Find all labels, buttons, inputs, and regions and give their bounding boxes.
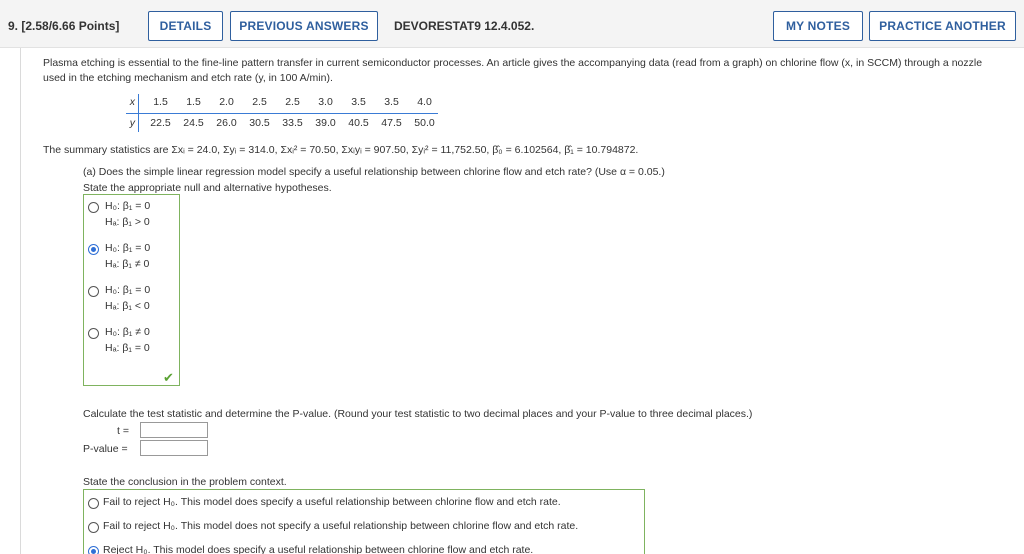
- correct-check-icon: ✔: [163, 370, 174, 385]
- conclusion-text: Reject H₀. This model does specify a useful relationship between chlorine flow and etch rate.: [103, 544, 534, 554]
- y-cell: 24.5: [183, 117, 204, 129]
- y-cell: 30.5: [249, 117, 270, 129]
- radio-button-selected[interactable]: [88, 546, 99, 554]
- alternative-hypothesis: Hₐ: β₁ > 0: [105, 216, 150, 228]
- radio-button[interactable]: [88, 286, 99, 297]
- x-cell: 1.5: [186, 96, 201, 108]
- y-cell: 47.5: [381, 117, 402, 129]
- x-cell: 3.0: [318, 96, 333, 108]
- conclusion-instruction: State the conclusion in the problem context.: [83, 476, 287, 488]
- radio-button-selected[interactable]: [88, 244, 99, 255]
- y-cell: 40.5: [348, 117, 369, 129]
- y-cell: 39.0: [315, 117, 336, 129]
- hypotheses-instruction: State the appropriate null and alternative hypotheses.: [83, 182, 332, 194]
- y-cell: 50.0: [414, 117, 435, 129]
- conclusion-answer-box: [83, 489, 645, 554]
- x-cell: 2.5: [285, 96, 300, 108]
- x-cell: 2.5: [252, 96, 267, 108]
- x-cell: 4.0: [417, 96, 432, 108]
- x-cell: 3.5: [384, 96, 399, 108]
- y-cell: 22.5: [150, 117, 171, 129]
- hypotheses-answer-box: [83, 194, 180, 386]
- problem-intro: Plasma etching is essential to the fine-line pattern transfer in current semiconductor processes. An article gives the accompanying data (read from a graph) on chlorine flow (x, in SCCM) through a nozzle used in the etching mechanism and etch rate (y, in 100 A/min).: [43, 57, 983, 84]
- alternative-hypothesis: Hₐ: β₁ < 0: [105, 300, 150, 312]
- radio-button[interactable]: [88, 498, 99, 509]
- p-value-input[interactable]: [140, 440, 208, 456]
- problem-code: DEVORESTAT9 12.4.052.: [394, 19, 535, 33]
- question-body: [20, 48, 1024, 554]
- part-a-question: (a) Does the simple linear regression model specify a useful relationship between chlorine flow and etch rate? (Use α = 0.05.): [83, 166, 665, 178]
- my-notes-button[interactable]: MY NOTES: [773, 11, 863, 41]
- conclusion-text: Fail to reject H₀. This model does specify a useful relationship between chlorine flow and etch rate.: [103, 496, 561, 508]
- t-label: t =: [117, 425, 129, 437]
- table-divider-horizontal: [126, 113, 438, 114]
- x-cell: 3.5: [351, 96, 366, 108]
- y-cell: 33.5: [282, 117, 303, 129]
- question-header: [0, 0, 1024, 48]
- details-button[interactable]: DETAILS: [148, 11, 223, 41]
- null-hypothesis: H₀: β₁ ≠ 0: [105, 326, 150, 338]
- t-input[interactable]: [140, 422, 208, 438]
- radio-button[interactable]: [88, 202, 99, 213]
- radio-button[interactable]: [88, 522, 99, 533]
- x-label: x: [129, 96, 135, 108]
- x-cell: 1.5: [153, 96, 168, 108]
- question-score: 9. [2.58/6.66 Points]: [8, 19, 120, 33]
- null-hypothesis: H₀: β₁ = 0: [105, 284, 151, 296]
- null-hypothesis: H₀: β₁ = 0: [105, 242, 151, 254]
- alternative-hypothesis: Hₐ: β₁ ≠ 0: [105, 258, 150, 270]
- null-hypothesis: H₀: β₁ = 0: [105, 200, 151, 212]
- y-label: y: [129, 117, 135, 129]
- summary-statistics: The summary statistics are Σxᵢ = 24.0, Σyᵢ = 314.0, Σxᵢ² = 70.50, Σxᵢyᵢ = 907.50, Σyᵢ² = 11,752.50, β̂₀ = 6.102564, β̂₁ = 10.794872.: [43, 144, 639, 156]
- practice-another-button[interactable]: PRACTICE ANOTHER: [869, 11, 1016, 41]
- p-value-label: P-value =: [83, 443, 128, 455]
- x-cell: 2.0: [219, 96, 234, 108]
- radio-button[interactable]: [88, 328, 99, 339]
- y-cell: 26.0: [216, 117, 237, 129]
- alternative-hypothesis: Hₐ: β₁ = 0: [105, 342, 150, 354]
- previous-answers-button[interactable]: PREVIOUS ANSWERS: [230, 11, 378, 41]
- conclusion-text: Fail to reject H₀. This model does not specify a useful relationship between chlorine flow and etch rate.: [103, 520, 579, 532]
- test-statistic-instruction: Calculate the test statistic and determine the P-value. (Round your test statistic to two decimal places and your P-value to three decimal places.): [83, 408, 753, 420]
